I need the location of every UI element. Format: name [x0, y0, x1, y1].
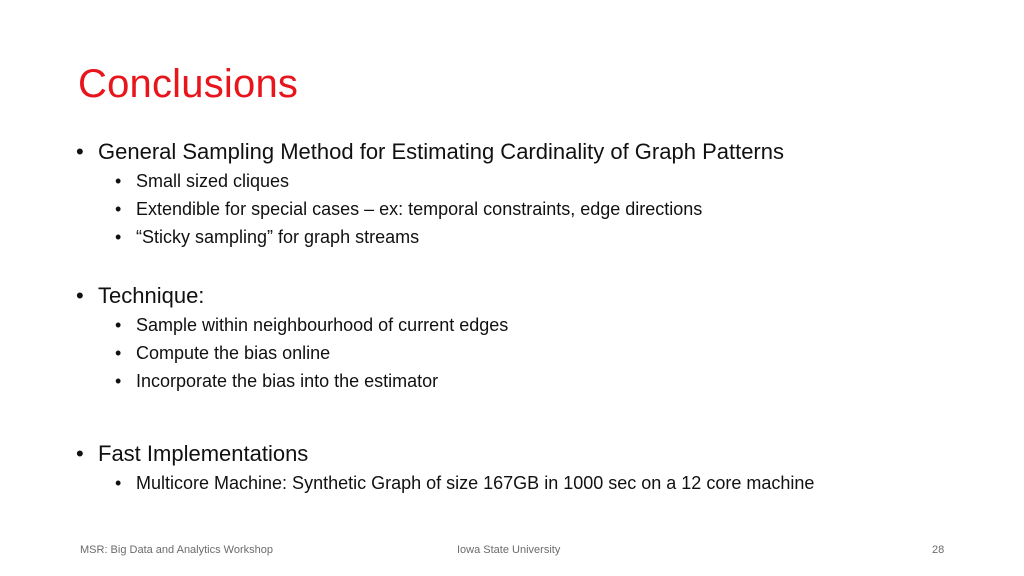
sub-bullet-text: Sample within neighbourhood of current edges — [136, 315, 509, 335]
sub-bullet-text: Small sized cliques — [136, 171, 290, 191]
sub-bullet — [76, 195, 976, 223]
bullet-heading — [76, 137, 976, 167]
slide-title: Conclusions — [78, 62, 299, 106]
bullet-icon: • — [115, 315, 122, 335]
bullet-section-implementations — [76, 439, 976, 497]
sub-bullet-text: Compute the bias online — [136, 343, 331, 363]
sub-bullet — [76, 311, 976, 339]
bullet-heading-text: General Sampling Method for Estimating Cardinality of Graph Patterns — [98, 139, 784, 164]
sub-bullet-text: Extendible for special cases – ex: temporal constraints, edge directions — [136, 199, 703, 219]
bullet-heading-text: Fast Implementations — [98, 441, 309, 466]
bullet-icon: • — [115, 199, 122, 219]
sub-bullet-text: Multicore Machine: Synthetic Graph of size 167GB in 1000 sec on a 12 core machine — [136, 473, 815, 493]
sub-bullet — [76, 367, 976, 395]
sub-bullet-text: Incorporate the bias into the estimator — [136, 371, 439, 391]
sub-bullet — [76, 167, 976, 195]
bullet-heading-text: Technique: — [98, 283, 205, 308]
bullet-list — [76, 137, 976, 497]
bullet-icon: • — [76, 283, 84, 308]
bullet-icon: • — [76, 139, 84, 164]
bullet-icon: • — [115, 371, 122, 391]
sub-bullet — [76, 469, 976, 497]
bullet-icon: • — [115, 171, 122, 191]
bullet-icon: • — [115, 473, 122, 493]
footer-event-name: MSR: Big Data and Analytics Workshop — [80, 544, 273, 556]
bullet-icon: • — [76, 441, 84, 466]
sub-bullet — [76, 223, 976, 251]
bullet-heading — [76, 439, 976, 469]
footer-institution: Iowa State University — [457, 544, 561, 556]
sub-bullet — [76, 339, 976, 367]
bullet-section-sampling-method — [76, 137, 976, 251]
bullet-icon: • — [115, 227, 122, 247]
bullet-icon: • — [115, 343, 122, 363]
sub-bullet-text: “Sticky sampling” for graph streams — [136, 227, 420, 247]
slide-number: 28 — [932, 544, 945, 556]
bullet-heading — [76, 281, 976, 311]
bullet-section-technique — [76, 281, 976, 395]
